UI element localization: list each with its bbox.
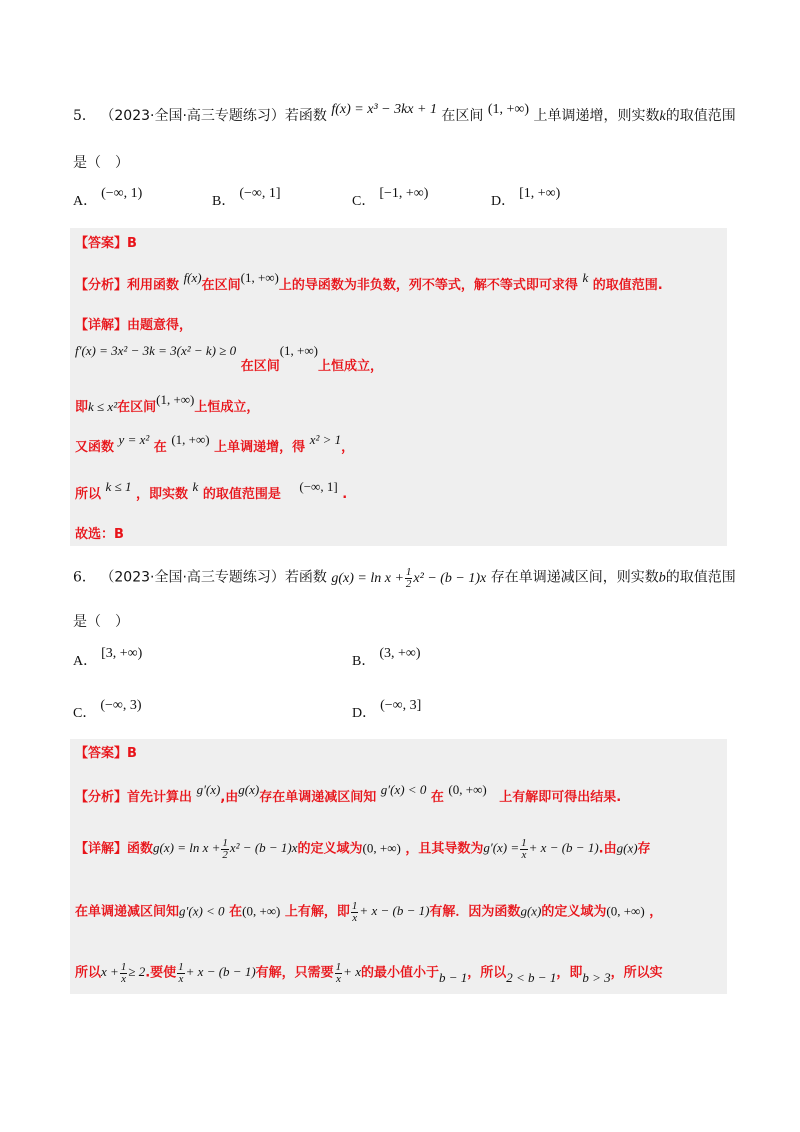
q6-solution-panel — [70, 739, 727, 994]
q6-option-b[interactable]: B．(3, +∞) — [352, 646, 421, 669]
q5-choose: 故选：B — [75, 527, 124, 542]
q6-detail-line1: 【详解】函数g(x) = ln x + $\frac{1}{2}$ x² − (b − 1)x的定义域为(0, +∞) ，且其导数为g′(x) = $\frac{1}{x}$ + x − (b − 1).由g(x)存 — [75, 837, 651, 861]
q5-number: 5． — [73, 108, 96, 124]
q6-stem-line2: 是（ ） — [73, 614, 129, 630]
q5-detail-line5: 所以 k ≤ 1 ，即实数 k 的取值范围是 (−∞, 1] . — [75, 479, 348, 502]
q5-interval: (1, +∞) — [487, 102, 530, 117]
q6-option-a[interactable]: A．[3, +∞) — [73, 646, 143, 669]
q5-stem-line1: 5． （2023·全国·高三专题练习）若函数 f(x) = x³ − 3kx + 1 在区间 (1, +∞) 上单调递增，则实数k的取值范围 — [73, 102, 736, 124]
q6-function: g(x) = ln x + $\frac{1}{2}$ x² − (b − 1)x — [331, 566, 487, 590]
q6-option-c[interactable]: C．(−∞, 3) — [73, 698, 142, 721]
q6-detail-line2: 在单调递减区间知g′(x) < 0 在(0, +∞) 上有解，即 $\frac{1}{x}$ + x − (b − 1)有解．因为函数g(x)的定义域为(0, +∞) ， — [75, 900, 663, 924]
q6-answer: 【答案】B — [75, 746, 137, 761]
q5-detail-line1: 【详解】由题意得， — [75, 318, 193, 333]
q5-source: （2023·全国·高三专题练习） — [100, 108, 285, 124]
q5-analysis: 【分析】利用函数 f(x)在区间(1, +∞)上的导函数为非负数，列不等式，解不等式即可求得 k 的取值范围. — [75, 270, 663, 293]
q5-detail-line4: 又函数 y = x² 在 (1, +∞) 上单调递增，得 x² > 1， — [75, 432, 355, 455]
q5-detail-line2: f′(x) = 3x² − 3k = 3(x² − k) ≥ 0 在区间(1, +∞)上恒成立， — [75, 343, 383, 374]
q6-detail-line3: 所以x + $\frac{1}{x}$ ≥ 2.要使 $\frac{1}{x}$ + x − (b − 1)有解，只需要 $\frac{1}{x}$ + x的最小值小于b − 1，所以2 < b − 1，即b > 3，所以实 — [75, 961, 663, 986]
q5-detail-line3: 即k ≤ x²在区间(1, +∞)上恒成立， — [75, 392, 260, 415]
q5-function: f(x) = x³ − 3kx + 1 — [331, 102, 437, 117]
q6-fraction: $\frac{1}{2}$ — [405, 566, 412, 590]
q5-option-d[interactable]: D．[1, +∞) — [491, 186, 561, 209]
q5-option-b[interactable]: B．(−∞, 1] — [212, 186, 281, 209]
q6-stem-line1: 6． （2023·全国·高三专题练习）若函数 g(x) = ln x + $\frac{1}{2}$ x² − (b − 1)x 存在单调递减区间，则实数b的取值范围 — [73, 566, 736, 590]
q5-answer: 【答案】B — [75, 236, 137, 251]
q6-analysis: 【分析】首先计算出 g′(x),由g(x)存在单调递减区间知 g′(x) < 0 在 (0, +∞) 上有解即可得出结果. — [75, 782, 622, 805]
q6-source: （2023·全国·高三专题练习） — [100, 569, 285, 586]
q6-option-d[interactable]: D．(−∞, 3] — [352, 698, 422, 721]
q5-stem-line2: 是（ ） — [73, 155, 129, 171]
q5-option-a[interactable]: A．(−∞, 1) — [73, 186, 143, 209]
q6-number: 6． — [73, 569, 96, 586]
q5-option-c[interactable]: C．[−1, +∞) — [352, 186, 429, 209]
